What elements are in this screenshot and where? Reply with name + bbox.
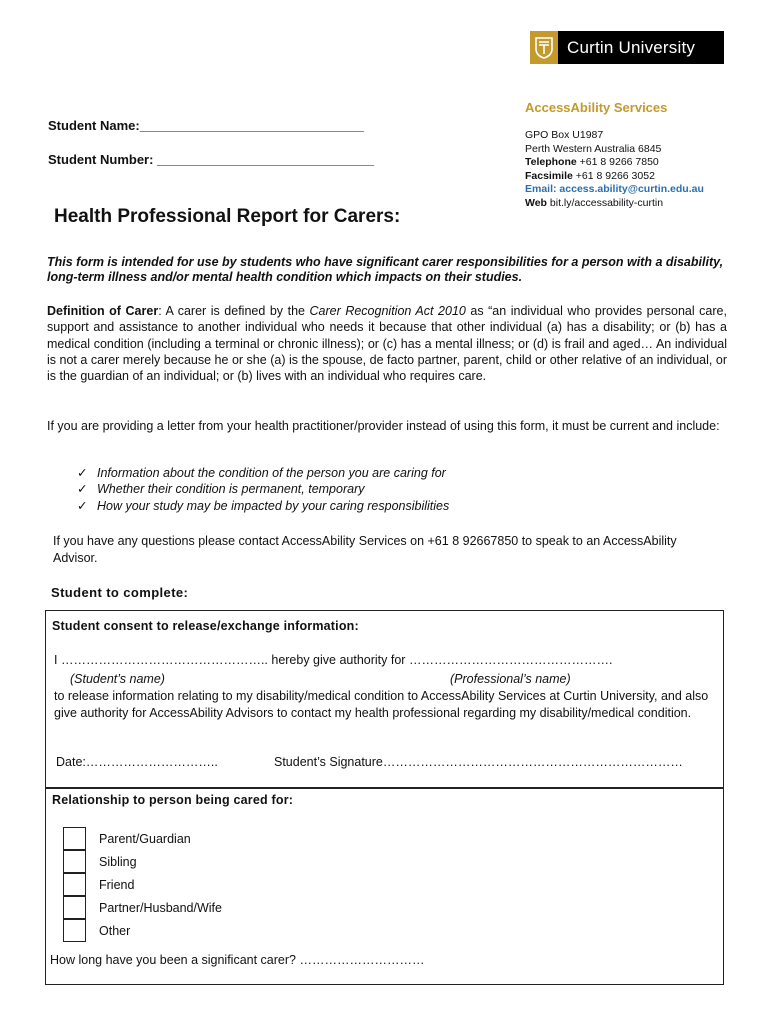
requirements-list xyxy=(77,465,449,514)
checkbox[interactable] xyxy=(63,919,86,942)
carer-duration-field[interactable]: How long have you been a significant carer? ………………………… xyxy=(50,953,425,967)
consent-text: to release information relating to my disability/medical condition to AccessAbility Services at Curtin University, and also give authority for AccessAbility Advisors to contact my health professional regarding my disability/medical condition. xyxy=(54,689,709,720)
checkbox[interactable] xyxy=(63,827,86,850)
checkbox[interactable] xyxy=(63,850,86,873)
check-icon: ✓ xyxy=(77,498,88,513)
option-partner[interactable]: Partner/Husband/Wife xyxy=(63,896,222,919)
relationship-options xyxy=(63,827,222,942)
facsimile-line: Facsimile +61 8 9266 3052 xyxy=(525,169,655,182)
list-item: ✓ How your study may be impacted by your caring responsibilities xyxy=(77,498,450,513)
check-icon: ✓ xyxy=(77,482,88,497)
student-name-caption: (Student’s name) xyxy=(70,672,165,686)
consent-authority-line[interactable]: I ………………………………………….. hereby give authority for …………………………………………. xyxy=(54,653,613,667)
intro-paragraph: This form is intended for use by students who have significant carer responsibilities for a person with a disability, long-term illness and/or mental health condition which impacts on their studies. xyxy=(47,255,724,284)
service-title: AccessAbility Services xyxy=(525,100,668,115)
relationship-box xyxy=(45,788,724,985)
list-item: ✓ Information about the condition of the person you are caring for xyxy=(77,466,446,480)
telephone-line: Telephone +61 8 9266 7850 xyxy=(525,156,659,168)
crest-icon xyxy=(530,31,558,64)
consent-box xyxy=(45,610,724,788)
page-title: Health Professional Report for Carers: xyxy=(54,206,401,227)
contact-block xyxy=(525,129,704,210)
section-title: Student to complete: xyxy=(51,585,189,600)
checkbox[interactable] xyxy=(63,873,86,896)
email-link[interactable]: Email: access.ability@curtin.edu.au xyxy=(525,183,704,195)
address-line-1: GPO Box U1987 xyxy=(525,129,604,141)
student-name-field[interactable]: Student Name:_______________________________ xyxy=(48,118,364,133)
professional-name-caption: (Professional’s name) xyxy=(450,672,571,686)
web-line[interactable]: Web bit.ly/accessability-curtin xyxy=(525,196,664,209)
relationship-header: Relationship to person being cared for: xyxy=(52,793,294,807)
curtin-logo xyxy=(530,31,724,64)
option-parent-guardian[interactable]: Parent/Guardian xyxy=(63,827,222,850)
checkbox[interactable] xyxy=(63,896,86,919)
student-number-field[interactable]: Student Number: ______________________________ xyxy=(48,152,374,167)
option-other[interactable]: Other xyxy=(63,919,222,942)
option-sibling[interactable]: Sibling xyxy=(63,850,222,873)
check-icon: ✓ xyxy=(77,466,88,480)
questions-note: If you have any questions please contact AccessAbility Services on +61 8 92667850 to speak to an AccessAbility Advisor. xyxy=(53,534,677,565)
logo-text: Curtin University xyxy=(567,37,696,57)
carer-definition: Definition of Carer: A carer is defined by the Carer Recognition Act 2010 as “an individual who provides personal care, support and assistance to another individual who needs it because that other individual (a) has a disability; or (b) has a medical condition (including a terminal or chronic illness); or (c) has a mental illness; or (d) is frail and aged… An individual is not a carer merely because he or she (a) is the spouse, de facto partner, parent, child or other relative of an individual, or is the guardian of an individual; or (b) lives with an individual who requires care. xyxy=(47,304,727,384)
option-friend[interactable]: Friend xyxy=(63,873,222,896)
date-field[interactable]: Date:………………………….. xyxy=(56,755,218,769)
signature-field[interactable]: Student’s Signature……………………………………………………………… xyxy=(274,755,683,769)
list-item: ✓ Whether their condition is permanent, temporary xyxy=(77,482,365,497)
letter-note: If you are providing a letter from your health practitioner/provider instead of using this form, it must be current and include: xyxy=(47,419,720,433)
address-line-2: Perth Western Australia 6845 xyxy=(525,142,662,155)
consent-header: Student consent to release/exchange information: xyxy=(52,619,359,633)
